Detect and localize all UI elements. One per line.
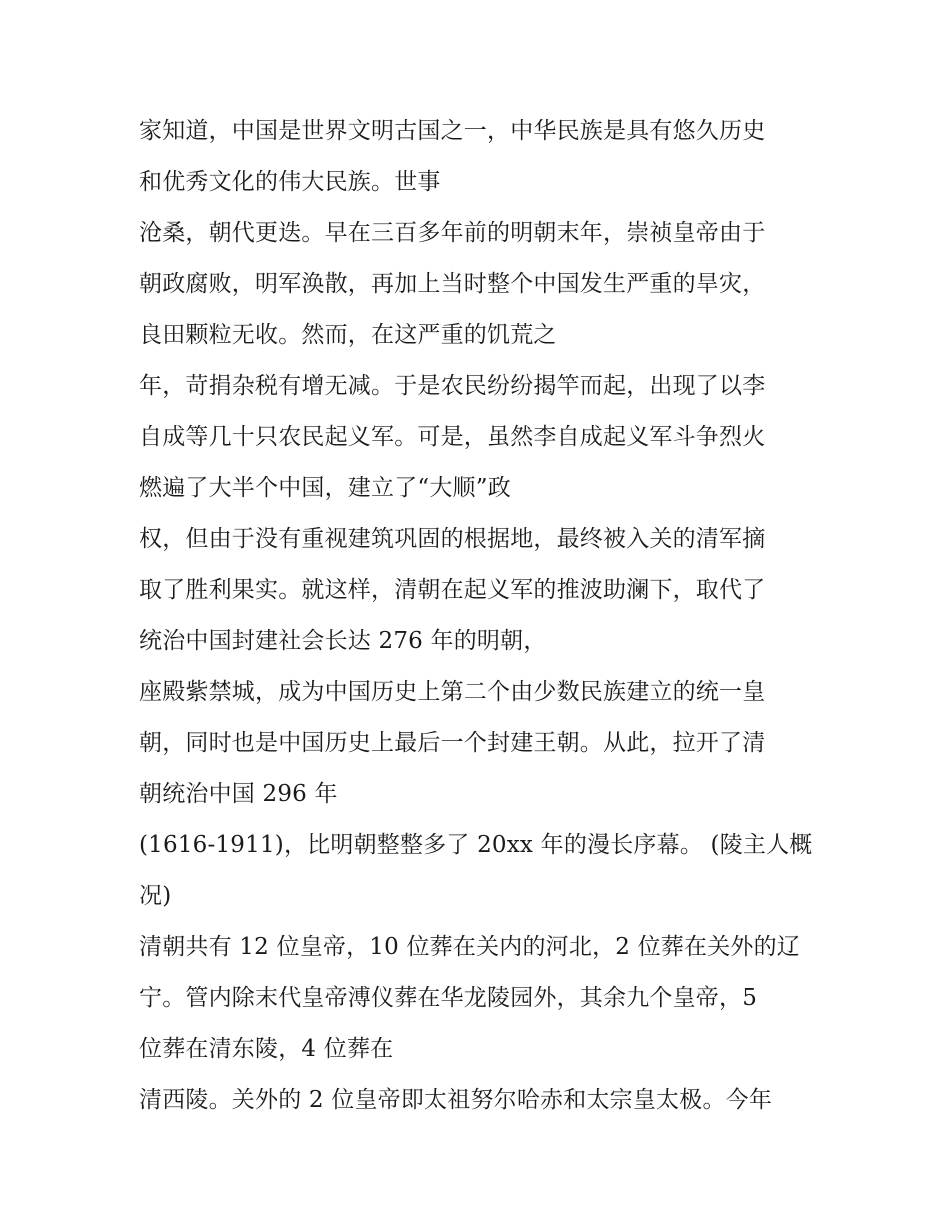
- text-line: 朝政腐败，明军涣散，再加上当时整个中国发生严重的旱灾，: [139, 271, 766, 297]
- text-line: 座殿紫禁城，成为中国历史上第二个由少数民族建立的统一皇: [139, 679, 766, 705]
- text-line: 朝统治中国 296 年: [139, 781, 338, 807]
- text-line: 清西陵。关外的 2 位皇帝即太祖努尔哈赤和太宗皇太极。今年: [139, 1087, 773, 1113]
- text-line: 统治中国封建社会长达 276 年的明朝，: [139, 628, 547, 654]
- document-body: [139, 106, 829, 1126]
- text-line: 清朝共有 12 位皇帝，10 位葬在关内的河北，2 位葬在关外的辽: [139, 934, 801, 960]
- text-line: 和优秀文化的伟大民族。世事: [139, 169, 441, 195]
- text-line: 自成等几十只农民起义军。可是，虽然李自成起义军斗争烈火: [139, 424, 766, 450]
- text-line: 良田颗粒无收。然而，在这严重的饥荒之: [139, 322, 557, 348]
- text-line: 年，苛捐杂税有增无减。于是农民纷纷揭竿而起，出现了以李: [139, 373, 766, 399]
- text-line: 权，但由于没有重视建筑巩固的根据地，最终被入关的清军摘: [139, 526, 766, 552]
- text-line: 沧桑，朝代更迭。早在三百多年前的明朝末年，崇祯皇帝由于: [139, 220, 766, 246]
- text-line: 宁。管内除末代皇帝溥仪葬在华龙陵园外，其余九个皇帝，5: [139, 985, 758, 1011]
- text-line: (1616-1911)，比明朝整整多了 20xx 年的漫长序幕。 (陵主人概: [139, 832, 813, 858]
- text-line: 位葬在清东陵，4 位葬在: [139, 1036, 394, 1062]
- text-line: 况): [139, 883, 172, 909]
- text-line: 燃遍了大半个中国，建立了“大顺”政: [139, 475, 511, 501]
- text-line: 取了胜利果实。就这样，清朝在起义军的推波助澜下，取代了: [139, 577, 766, 603]
- text-line: 家知道，中国是世界文明古国之一，中华民族是具有悠久历史: [139, 118, 766, 144]
- text-line: 朝，同时也是中国历史上最后一个封建王朝。从此，拉开了清: [139, 730, 766, 756]
